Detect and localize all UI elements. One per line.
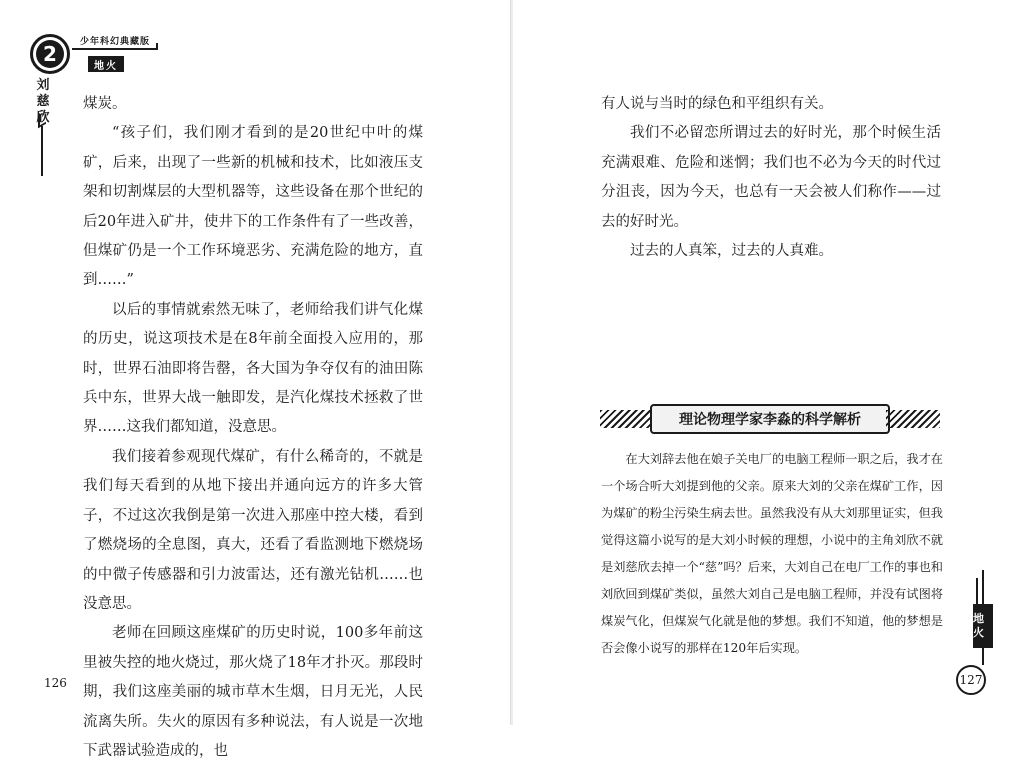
commentary-paragraph: 在大刘辞去他在娘子关电厂的电脑工程师一职之后，我才在一个场合听大刘提到他的父亲。原来大刘的父亲在煤矿工作，因为煤矿的粉尘污染生病去世。虽然我没有从大刘那里证实，但我觉得这篇小说写的是大刘小时候的理想，小说中的主角刘欣不就是刘慈欣去掉一个“慈”吗？后来，大刘自己在电厂工作的事也和刘欣回到煤矿类似，虽然大刘自己是电脑工程师，并没有试图将煤炭气化，但煤炭气化就是他的梦想。我们不知道，他的梦想是否会像小说写的那样在120年后实现。 [601,452,943,655]
page-number-left: 126 [44,676,67,690]
header-tick [156,43,158,50]
decorative-line [982,570,984,604]
decorative-line [982,648,984,665]
volume-badge [30,34,70,74]
header-rule [72,48,156,50]
paragraph: 有人说与当时的绿色和平组织有关。 [601,96,833,112]
section-banner [600,402,940,436]
paragraph: 以后的事情就索然无味了，老师给我们讲气化煤的历史，说这项技术是在8年前全面投入应用的，那时，世界石油即将告罄，各大国为争夺仅有的油田陈兵中东，世界大战一触即发，是汽化煤技术拯救了世界……这我们都知道，没意思。 [83,301,423,436]
paragraph: 过去的人真笨，过去的人真难。 [630,243,833,260]
side-tab-title: 地火 [973,604,993,648]
commentary-text [601,446,943,662]
left-body-text [83,90,423,766]
paragraph: 煤炭。 [83,96,127,112]
decorative-line [41,126,43,176]
series-title: 少年科幻典藏版 [80,37,151,47]
paragraph: “孩子们，我们刚才看到的是20世纪中叶的煤矿，后来，出现了一些新的机械和技术，比如液压支架和切割煤层的大型机器等，这些设备在那个世纪的后20年进入矿井，使井下的工作条件有了一些改善，但煤矿仍是一个工作环境恶劣、充满危险的地方，直到……” [83,125,423,289]
book-title-tag: 地火 [88,56,124,72]
page-number-right: 127 [956,665,986,695]
left-page [0,0,511,759]
right-body-text [601,90,941,266]
volume-number: 2 [36,40,64,68]
decorative-line [976,578,978,604]
banner-stripe-right [886,410,940,428]
banner-stripe-left [600,410,654,428]
section-title: 理论物理学家李淼的科学解析 [650,404,890,434]
paragraph: 我们接着参观现代煤矿，有什么稀奇的，不就是我们每天看到的从地下接出并通向远方的许多大管子，不过这次我倒是第一次进入那座中控大楼，看到了燃烧场的全息图，真大，还看了看监测地下燃烧场的中微子传感器和引力波雷达，还有激光钻机……也没意思。 [83,448,423,612]
paragraph: 老师在回顾这座煤矿的历史时说，100多年前这里被失控的地火烧过，那火烧了18年才扑灭。那段时期，我们这座美丽的城市草木生烟，日月无光，人民流离失所。失火的原因有多种说法，有人说是一次地下武器试验造成的，也 [83,625,423,759]
author-name: 刘慈欣 [36,78,50,125]
paragraph: 我们不必留恋所谓过去的好时光，那个时候生活充满艰难、危险和迷惘；我们也不必为今天的时代过分沮丧，因为今天，也总有一天会被人们称作——过去的好时光。 [601,125,941,230]
